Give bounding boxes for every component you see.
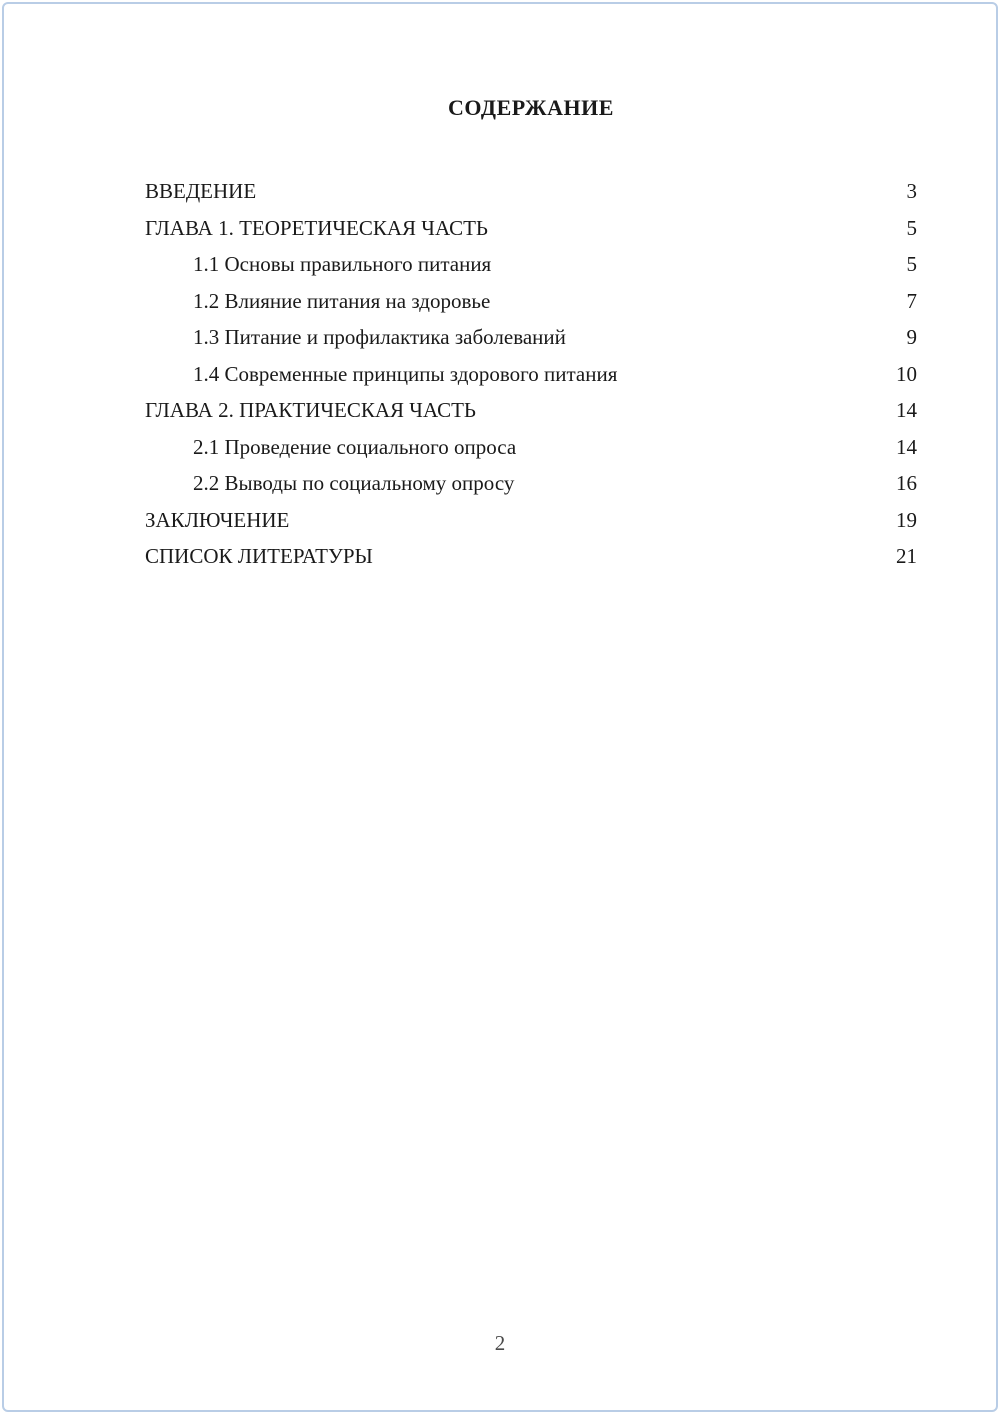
toc-entry-label: 1.4 Современные принципы здорового питания bbox=[193, 361, 618, 386]
footer-page-number: 2 bbox=[494, 1331, 506, 1355]
page-title: СОДЕРЖАНИЕ bbox=[448, 95, 614, 120]
toc-entry-page: 3 bbox=[906, 179, 917, 203]
toc-entry bbox=[145, 252, 917, 289]
toc-entry-page: 10 bbox=[896, 361, 917, 386]
toc-entry bbox=[145, 435, 917, 472]
toc-entry bbox=[145, 471, 917, 508]
toc-entry-page: 21 bbox=[896, 544, 917, 568]
toc-entry bbox=[145, 508, 917, 545]
toc-entry bbox=[145, 325, 917, 362]
toc-entry-label: 1.1 Основы правильного питания bbox=[193, 252, 492, 276]
document-content bbox=[145, 95, 917, 581]
table-of-contents bbox=[145, 179, 917, 581]
toc-entry-label: ГЛАВА 2. ПРАКТИЧЕСКАЯ ЧАСТЬ bbox=[145, 398, 476, 422]
toc-entry-page: 7 bbox=[906, 288, 917, 313]
toc-entry bbox=[145, 289, 917, 326]
toc-entry-page: 14 bbox=[896, 434, 917, 459]
toc-entry bbox=[145, 179, 917, 216]
toc-entry-label: ЗАКЛЮЧЕНИЕ bbox=[145, 507, 290, 532]
toc-entry bbox=[145, 362, 917, 399]
toc-entry-page: 9 bbox=[906, 325, 917, 349]
toc-entry bbox=[145, 398, 917, 435]
toc-entry-page: 19 bbox=[896, 507, 917, 532]
toc-entry-label: 1.2 Влияние питания на здоровье bbox=[193, 288, 491, 313]
toc-entry-label: СПИСОК ЛИТЕРАТУРЫ bbox=[145, 544, 373, 568]
toc-entry-label: 1.3 Питание и профилактика заболеваний bbox=[193, 325, 566, 349]
toc-entry-page: 5 bbox=[906, 252, 917, 276]
toc-entry-label: 2.1 Проведение социального опроса bbox=[193, 434, 517, 459]
toc-entry-page: 16 bbox=[896, 471, 917, 495]
toc-entry-label: ГЛАВА 1. ТЕОРЕТИЧЕСКАЯ ЧАСТЬ bbox=[145, 215, 488, 240]
toc-entry-page: 14 bbox=[896, 398, 917, 422]
toc-entry-label: ВВЕДЕНИЕ bbox=[145, 179, 257, 203]
toc-entry-page: 5 bbox=[906, 215, 917, 240]
toc-entry bbox=[145, 216, 917, 253]
toc-entry-label: 2.2 Выводы по социальному опросу bbox=[193, 471, 515, 495]
toc-entry bbox=[145, 544, 917, 581]
